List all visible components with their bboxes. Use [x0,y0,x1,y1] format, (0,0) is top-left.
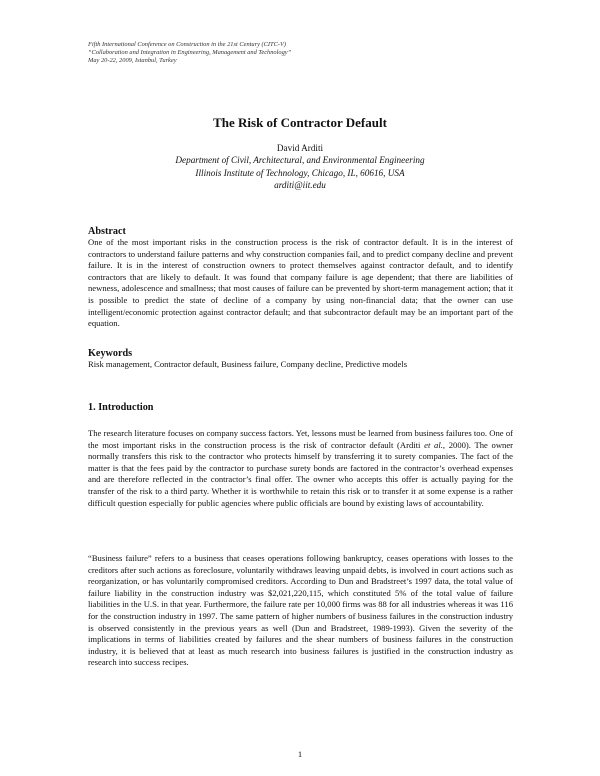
abstract-text: One of the most important risks in the construction process is the risk of contractor default. It is in the interest of contractors to understand failure patterns and why construction companies fail, and to predict company decline and prevent failure. It is in the interest of construction owners to protect themselves against contractor default, and to identify contractors that are likely to default. It was found that company failure is age dependent; that there are liabilities of newness, adolescence and smallness; that most causes of failure can be prevented by short-term management action; that it is possible to predict the state of decline of a company by using non-financial data; that the owner can use intelligent/economic protection against contractor default; and that subcontractor default may be an important part of the equation. [88,237,513,329]
conference-line-1: Fifth International Conference on Construction in the 21st Century (CITC-V) [88,41,287,48]
introduction-heading-wrap [88,402,513,413]
author-institution: Illinois Institute of Technology, Chicago, IL, 60616, USA [195,167,405,178]
paper-title: The Risk of Contractor Default [213,115,387,130]
abstract-section [88,226,513,330]
author-department: Department of Civil, Architectural, and Environmental Engineering [175,155,425,166]
abstract-heading: Abstract [88,226,126,237]
introduction-heading: 1. Introduction [88,402,154,413]
keywords-heading: Keywords [88,348,133,359]
author-email: arditi@iit.edu [274,180,326,191]
keywords-text: Risk management, Contractor default, Business failure, Company decline, Predictive models [88,359,408,369]
intro-p1-text-b: , 2000). The owner normally transfers this risk to the contractor who protects himself by transferring it to surety companies. The fact of the matter is that the fees paid by the contractor to purchase surety bonds are factored in the contractor’s overhead expenses and are therefore reflected in the contractor’s final offer. The owner who accepts this offer is actually paying for the transfer of the risk to a third party. Whether it is worthwhile to retain this risk or to transfer it at some expense is a rather difficult question especially for public agencies where public officials are bound by existing laws of accountability. [88,439,513,508]
conference-line-3: May 20-22, 2009, Istanbul, Turkey [88,57,177,65]
intro-paragraph-1 [88,428,513,509]
intro-p1-etal: et al. [424,439,443,450]
page-number: 1 [297,749,303,759]
author-block [0,142,600,192]
intro-p1-text-a: The research literature focuses on company success factors. Yet, lessons must be learned from business failures too. One of the most important risks in the construction process is the risk of contractor default (Arditi [88,428,513,450]
conference-line-2: “Collaboration and Integration in Engineering, Management and Technology” [88,49,292,57]
keywords-section [88,348,513,371]
conference-header [88,41,291,66]
intro-paragraph-2: “Business failure” refers to a business that ceases operations following bankruptcy, ceases operations with losses to the creditors after such actions as foreclosure, voluntarily withdraws leaving unpaid debts, is involved in court actions such as reorganization, or has voluntarily compromised creditors. According to Dun and Bradstreet’s 1997 data, the total value of failure liability in the construction industry was $2,021,220,115, which constituted 5% of the total value of failure liabilities in the U.S. in that year. Furthermore, the failure rate per 10,000 firms was 88 for all industries whereas it was 116 for the construction industry in 1997. The same pattern of higher numbers of business failures in the construction industry is observed consistently in the previous years as well (Dun and Bradstreet, 1989-1993). Given the severity of the implications in terms of liabilities created by failures and the shear numbers of business failures in the construction industry, it is believed that at least as much research into business failures is justified in the construction industry as research into success recipes. [88,553,513,668]
author-name: David Arditi [276,143,324,153]
